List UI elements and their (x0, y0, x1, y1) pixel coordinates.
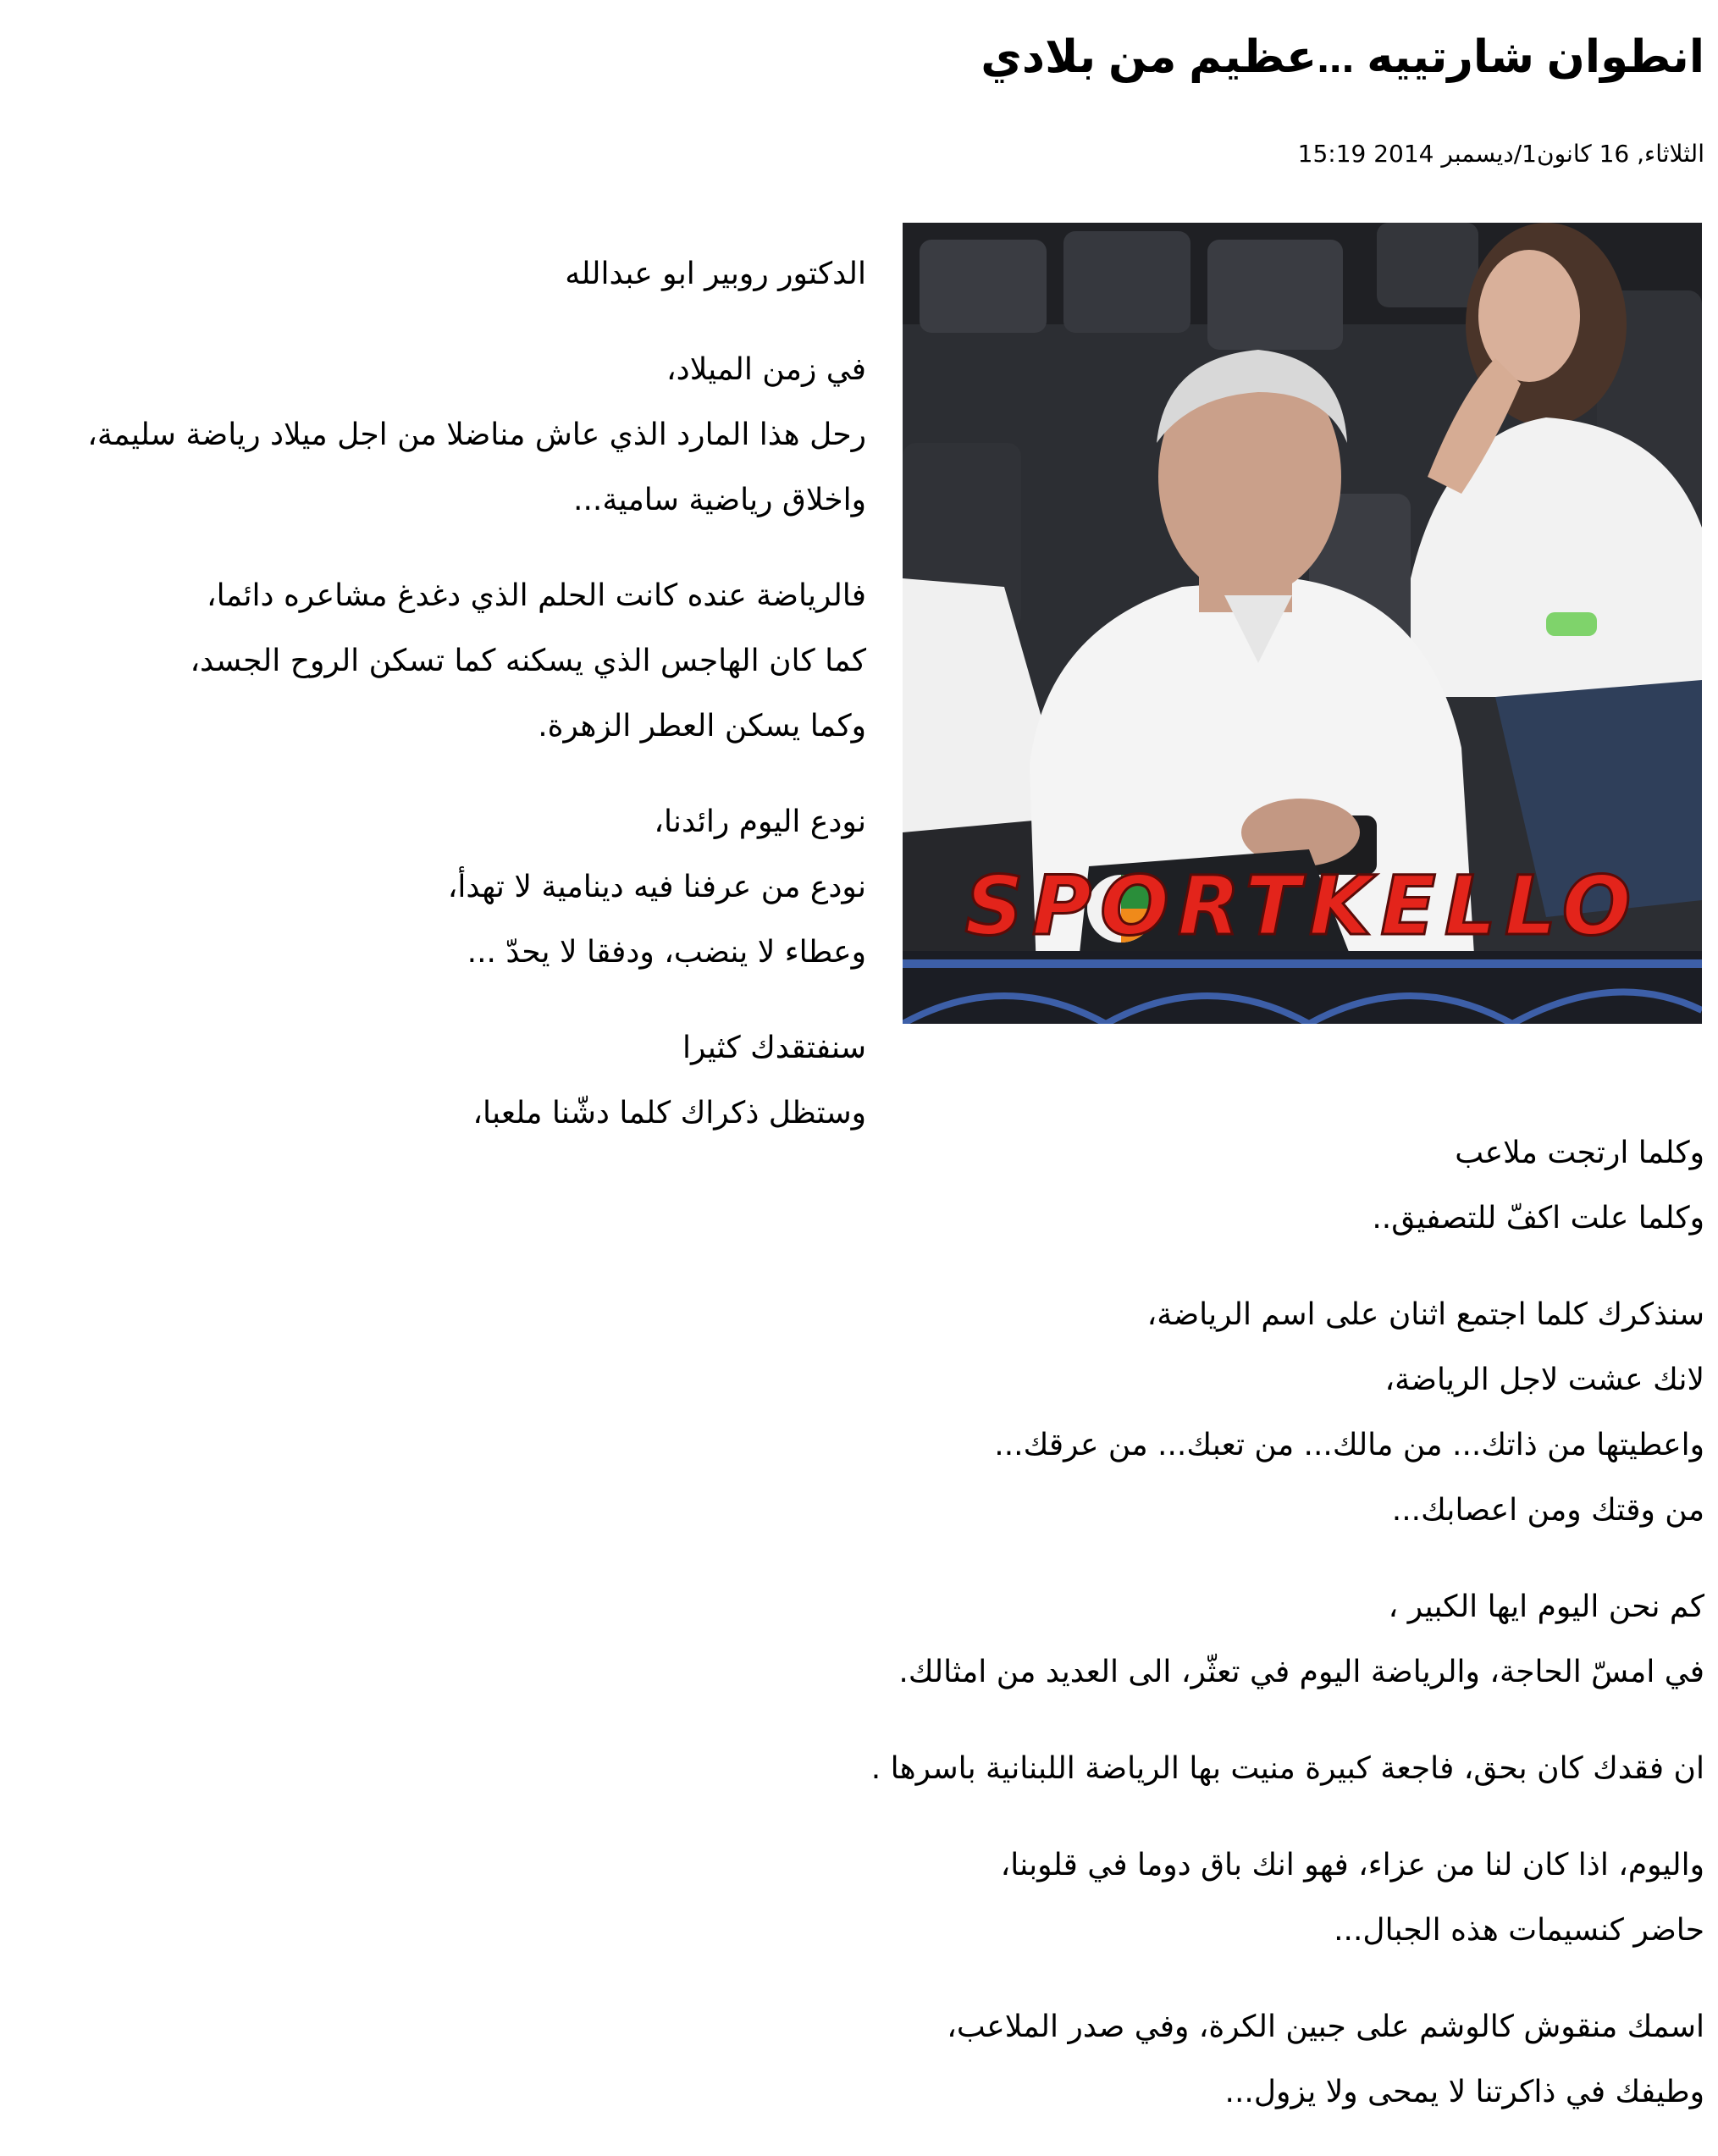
text-line: سنذكرك كلما اجتمع اثنان على اسم الرياضة، (1146, 1297, 1704, 1332)
text-line: وكما يسكن العطر الزهرة. (538, 709, 866, 744)
text-line: لانك عشت لاجل الرياضة، (1384, 1363, 1704, 1397)
text-line: حاضر كنسيمات هذه الجبال... (1334, 1913, 1704, 1948)
paragraph (13, 1282, 1704, 1543)
paragraph (11, 789, 866, 985)
text-line: رحل هذا المارد الذي عاش مناضلا من اجل ميلاد رياضة سليمة، (87, 417, 866, 452)
text-line: سنفتقدك كثيرا (682, 1031, 866, 1065)
text-line: اسمك منقوش كالوشم على جبين الكرة، وفي صدر الملاعب، (947, 2010, 1704, 2044)
article-body-column (11, 241, 866, 1176)
text-line: في امسّ الحاجة، والرياضة اليوم في تعثّر، الى العديد من امثالك. (898, 1655, 1704, 1689)
text-line: فالرياضة عنده كانت الحلم الذي دغدغ مشاعره دائما، (207, 578, 866, 613)
article-date: الثلاثاء, 16 كانون1/ديسمبر 2014 15:19 (1297, 140, 1704, 168)
paragraph (13, 1736, 1704, 1801)
text-line: واعطيتها من ذاتك... من مالك... من تعبك... من عرقك... (994, 1428, 1704, 1462)
text-line: كما كان الهاجس الذي يسكنه كما تسكن الروح الجسد، (190, 644, 866, 678)
text-line: كم نحن اليوم ايها الكبير ، (1388, 1589, 1704, 1624)
article-body-full (13, 1120, 1704, 2156)
photo-watermark: SPORTKELLO (964, 859, 1640, 954)
text-line: وكلما ارتجت ملاعب (1455, 1136, 1704, 1170)
text-line: من وقتك ومن اعصابك... (1391, 1493, 1704, 1528)
paragraph (13, 1120, 1704, 1251)
text-line: وطيفك في ذاكرتنا لا يمحى ولا يزول... (1224, 2075, 1704, 2109)
photo-illustration (903, 223, 1702, 1024)
paragraph-author (11, 241, 866, 307)
text-line: نودع من عرفنا فيه دينامية لا تهدأ، (447, 870, 866, 904)
paragraph (11, 337, 866, 533)
text-line: وعطاء لا ينضب، ودفقا لا يحدّ ... (467, 935, 866, 970)
text-line: واليوم، اذا كان لنا من عزاء، فهو انك باق دوما في قلوبنا، (1000, 1848, 1704, 1882)
article-title: انطوان شارتييه ...عظيم من بلادي (981, 32, 1704, 82)
text-line: وكلما علت اكفّ للتصفيق.. (1372, 1201, 1704, 1236)
paragraph (11, 563, 866, 759)
text-line: واخلاق رياضية سامية... (573, 483, 866, 517)
paragraph (13, 1994, 1704, 2125)
text-line: في زمن الميلاد، (666, 352, 866, 387)
author-byline: الدكتور روبير ابو عبدالله (565, 257, 866, 291)
paragraph (13, 1574, 1704, 1705)
text-line: نودع اليوم رائدنا، (654, 804, 866, 839)
paragraph (13, 1833, 1704, 1963)
text-line: وستظل ذكراك كلما دشّنا ملعبا، (472, 1096, 866, 1131)
text-line: ان فقدك كان بحق، فاجعة كبيرة منيت بها الرياضة اللبنانية باسرها . (870, 1751, 1704, 1786)
article-photo (903, 223, 1702, 1024)
